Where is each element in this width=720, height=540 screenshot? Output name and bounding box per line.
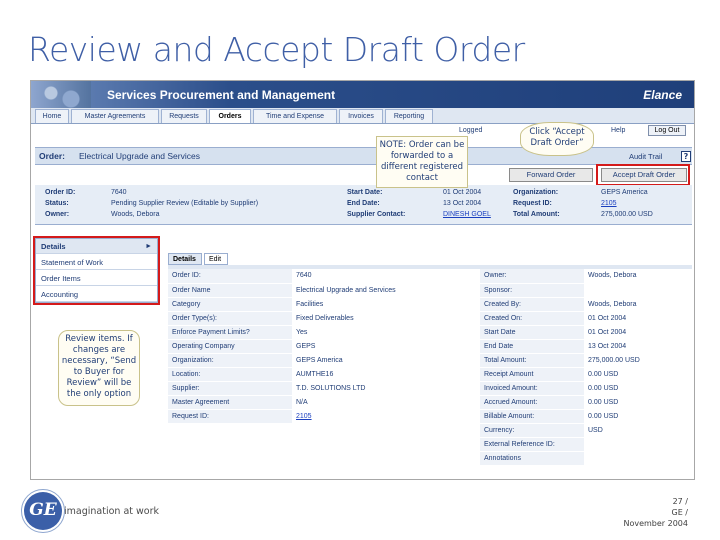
organization-label: Organization:: [513, 189, 559, 196]
field-value: 0.00 USD: [584, 367, 692, 381]
app-window: [30, 80, 695, 480]
table-row: [168, 311, 692, 325]
field-value: T.D. SOLUTIONS LTD: [292, 381, 480, 395]
total-amount-label: Total Amount:: [513, 211, 560, 218]
table-row: [168, 297, 692, 311]
field-label: External Reference ID:: [480, 437, 584, 451]
app-banner: [31, 81, 694, 108]
field-value: [292, 437, 480, 451]
field-value: Electrical Upgrade and Services: [292, 283, 480, 297]
arrow-right-icon: ►: [145, 243, 152, 250]
click-accept-callout: Click “Accept Draft Order”: [520, 122, 594, 156]
request-id-link[interactable]: 2105: [601, 200, 617, 207]
brand-logo: Elance: [643, 88, 682, 102]
field-label: Start Date: [480, 325, 584, 339]
end-date-label: End Date:: [347, 200, 380, 207]
table-row: [168, 451, 692, 465]
field-label: Sponsor:: [480, 283, 584, 297]
table-row: [168, 381, 692, 395]
field-value: [584, 451, 692, 465]
main-nav: [31, 108, 694, 124]
field-label: Accrued Amount:: [480, 395, 584, 409]
field-label: Invoiced Amount:: [480, 381, 584, 395]
slide-title: Review and Accept Draft Order: [28, 30, 525, 69]
field-label: Billable Amount:: [480, 409, 584, 423]
tab-details[interactable]: Details: [168, 253, 202, 265]
help-icon[interactable]: ?: [681, 151, 691, 162]
tab-orders[interactable]: Orders: [209, 109, 251, 123]
table-row: [168, 367, 692, 381]
tab-requests[interactable]: Requests: [161, 109, 207, 123]
order-name: Electrical Upgrade and Services: [79, 151, 200, 161]
field-label: Location:: [168, 367, 292, 381]
footer-tagline: imagination at work: [64, 506, 159, 517]
start-date-value: 01 Oct 2004: [443, 189, 482, 196]
side-item-label: Details: [41, 242, 66, 251]
field-value: AUMTHE16: [292, 367, 480, 381]
tab-master-agreements[interactable]: Master Agreements: [71, 109, 159, 123]
banner-globe-icon: [31, 81, 91, 108]
ge-logo-icon: GE: [24, 492, 62, 530]
field-value: [292, 451, 480, 465]
tab-edit[interactable]: Edit: [204, 253, 228, 265]
order-summary: [35, 185, 692, 225]
field-value: Yes: [292, 325, 480, 339]
field-label: Order Type(s):: [168, 311, 292, 325]
side-menu-highlight-box: [33, 236, 160, 305]
details-table: [168, 269, 692, 466]
field-value: [292, 423, 480, 437]
field-label: Currency:: [480, 423, 584, 437]
field-value: GEPS America: [292, 353, 480, 367]
review-items-callout: Review items. If changes are necessary, “Send to Buyer for Review” will be the only option: [58, 330, 140, 406]
field-value: 7640: [292, 269, 480, 283]
order-label: Order:: [39, 151, 65, 161]
order-id-value: 7640: [111, 189, 127, 196]
field-value: GEPS: [292, 339, 480, 353]
supplier-contact-label: Supplier Contact:: [347, 211, 406, 218]
request-id-link[interactable]: 2105: [292, 409, 480, 423]
tab-invoices[interactable]: Invoices: [339, 109, 383, 123]
table-row: [168, 339, 692, 353]
field-label: Operating Company: [168, 339, 292, 353]
order-header: [35, 147, 692, 165]
total-amount-value: 275,000.00 USD: [601, 211, 653, 218]
footer-meta: [548, 496, 688, 529]
field-value: [584, 283, 692, 297]
owner-value: Woods, Debora: [111, 211, 160, 218]
field-label: Supplier:: [168, 381, 292, 395]
field-label: Enforce Payment Limits?: [168, 325, 292, 339]
field-label: Order ID:: [168, 269, 292, 283]
owner-label: Owner:: [45, 211, 70, 218]
field-label: [168, 423, 292, 437]
logged-in-text: Logged: [459, 127, 483, 134]
tab-reporting[interactable]: Reporting: [385, 109, 433, 123]
table-row: [168, 423, 692, 437]
tab-home[interactable]: Home: [35, 109, 69, 123]
order-id-label: Order ID:: [45, 189, 76, 196]
field-value: Fixed Deliverables: [292, 311, 480, 325]
field-label: Receipt Amount: [480, 367, 584, 381]
field-label: Request ID:: [168, 409, 292, 423]
field-label: [168, 451, 292, 465]
field-value: 01 Oct 2004: [584, 325, 692, 339]
field-value: 0.00 USD: [584, 395, 692, 409]
field-label: End Date: [480, 339, 584, 353]
field-label: [168, 437, 292, 451]
side-item-order-items[interactable]: Order Items: [36, 271, 157, 286]
table-row: [168, 437, 692, 451]
supplier-contact-link[interactable]: DINESH GOEL: [443, 211, 491, 218]
note-callout: NOTE: Order can be forwarded to a different registered contact: [376, 136, 468, 188]
accept-highlight-box: [596, 164, 690, 186]
end-date-value: 13 Oct 2004: [443, 200, 482, 207]
side-item-statement-of-work[interactable]: Statement of Work: [36, 255, 157, 270]
field-value: 01 Oct 2004: [584, 311, 692, 325]
field-value: 275,000.00 USD: [584, 353, 692, 367]
field-label: Created By:: [480, 297, 584, 311]
tab-time-and-expense[interactable]: Time and Expense: [253, 109, 337, 123]
field-label: Annotations: [480, 451, 584, 465]
table-row: [168, 395, 692, 409]
table-row: [168, 325, 692, 339]
field-value: Woods, Debora: [584, 297, 692, 311]
table-row: [168, 283, 692, 297]
audit-trail-link[interactable]: Audit Trail: [629, 152, 663, 161]
table-row: [168, 409, 692, 423]
status-value: Pending Supplier Review (Editable by Supplier): [111, 200, 259, 207]
field-label: Created On:: [480, 311, 584, 325]
field-label: Organization:: [168, 353, 292, 367]
field-label: Owner:: [480, 269, 584, 283]
footer-org: GE /: [671, 508, 688, 517]
field-label: Total Amount:: [480, 353, 584, 367]
table-row: [168, 353, 692, 367]
organization-value: GEPS America: [601, 189, 648, 196]
status-label: Status:: [45, 200, 69, 207]
field-value: 0.00 USD: [584, 409, 692, 423]
forward-order-button[interactable]: Forward Order: [509, 168, 593, 182]
field-value: Woods, Debora: [584, 269, 692, 283]
field-value: 0.00 USD: [584, 381, 692, 395]
field-value: N/A: [292, 395, 480, 409]
field-label: Master Agreement: [168, 395, 292, 409]
page-number: 27 /: [672, 497, 688, 506]
field-value: 13 Oct 2004: [584, 339, 692, 353]
field-label: Category: [168, 297, 292, 311]
accept-draft-order-button[interactable]: Accept Draft Order: [601, 168, 687, 182]
footer-date: November 2004: [623, 519, 688, 528]
app-title: Services Procurement and Management: [107, 88, 336, 102]
start-date-label: Start Date:: [347, 189, 383, 196]
help-link[interactable]: Help: [611, 127, 626, 134]
table-row: [168, 269, 692, 283]
logout-button[interactable]: Log Out: [648, 125, 686, 136]
field-value: [584, 437, 692, 451]
field-value: Facilities: [292, 297, 480, 311]
field-value: USD: [584, 423, 692, 437]
field-label: Order Name: [168, 283, 292, 297]
side-item-accounting[interactable]: Accounting: [36, 287, 157, 302]
request-id-label: Request ID:: [513, 200, 552, 207]
